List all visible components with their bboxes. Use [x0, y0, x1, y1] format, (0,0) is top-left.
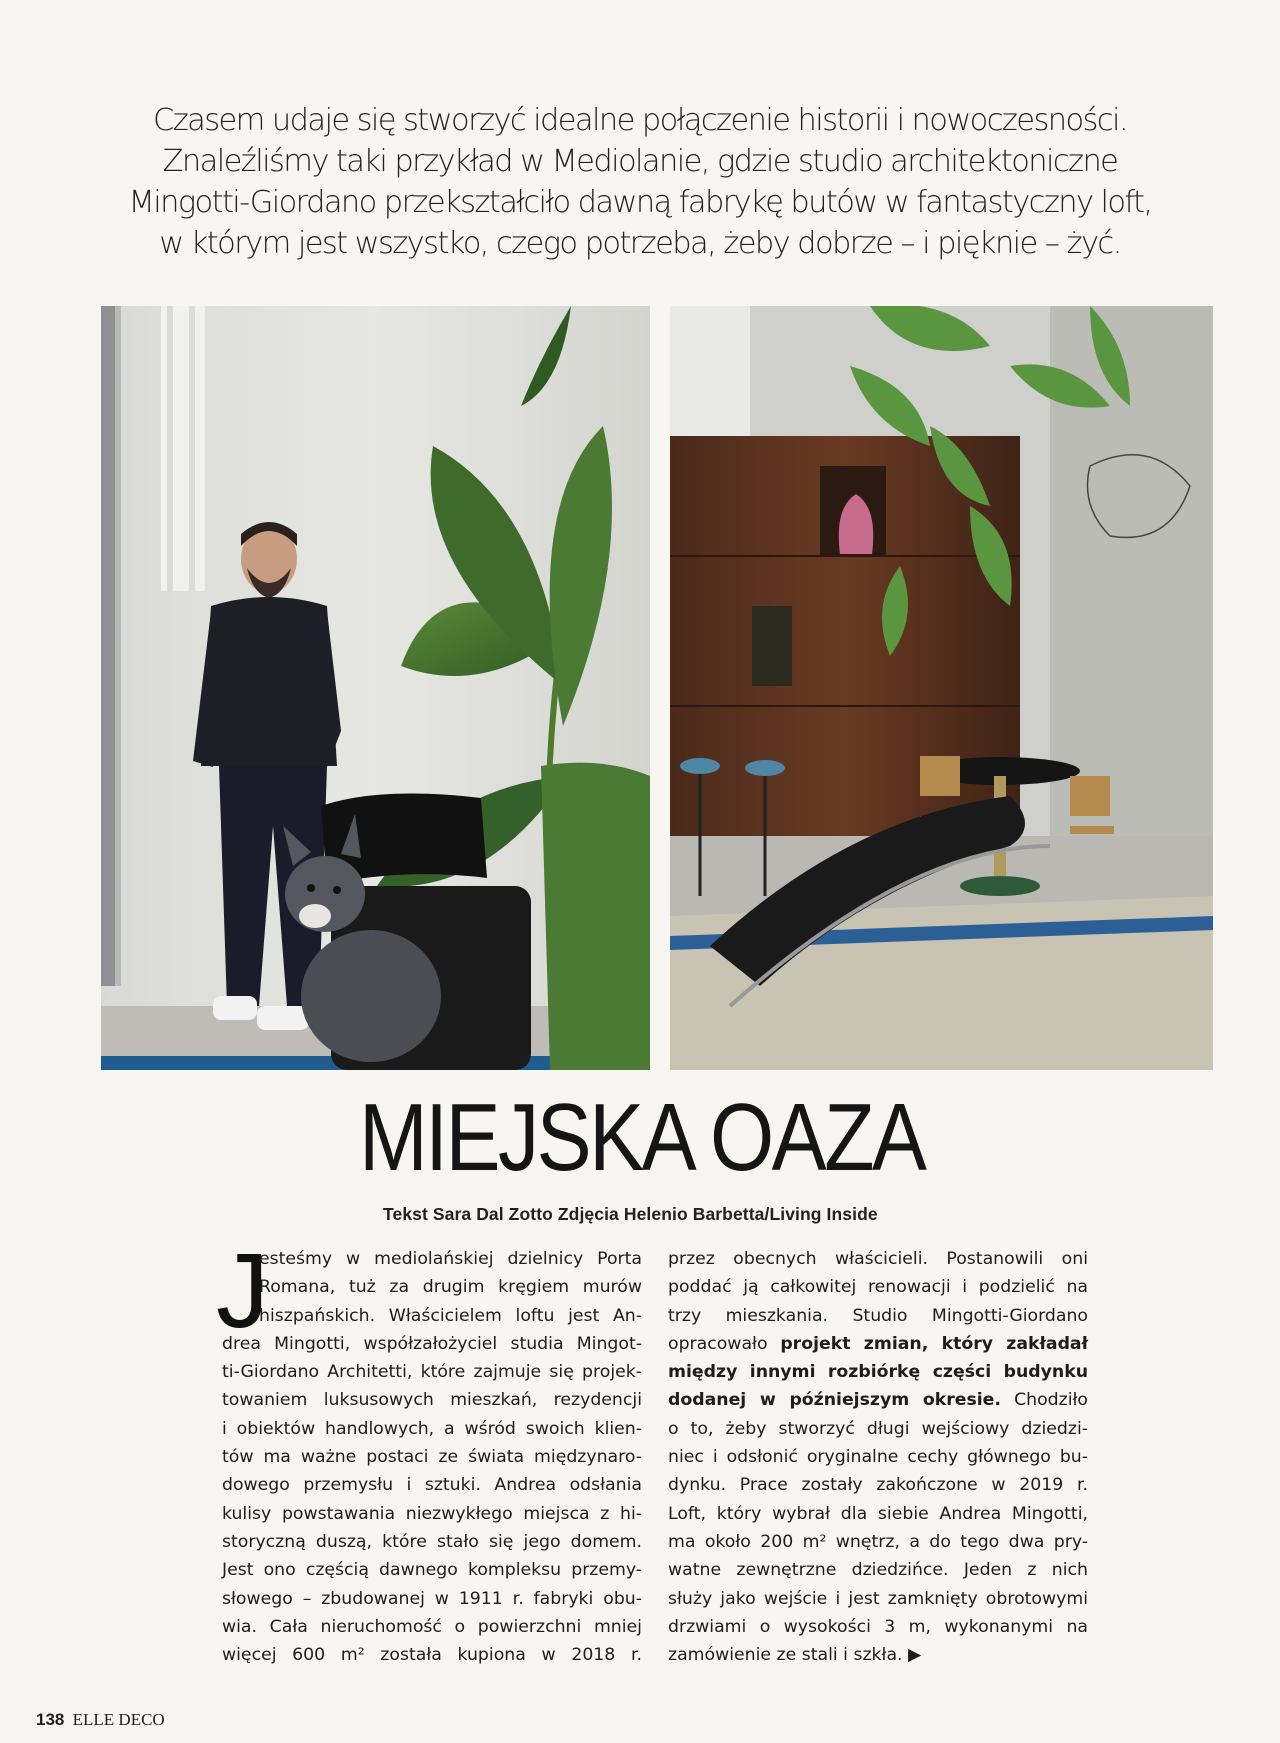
body-line: ti-Giordano Architetti, które zajmuje się projek- [222, 1362, 642, 1383]
body-line: Jest ono częścią dawnego kompleksu przemy- [222, 1560, 642, 1581]
body-line: dowego przemysłu i sztuki. Andrea odsłania [222, 1475, 642, 1496]
body-line: towaniem luksusowych mieszkań, rezydencji [222, 1390, 642, 1411]
body-line: esteśmy w mediolańskiej dzielnicy Porta [259, 1249, 642, 1269]
body-line: Loft, który wybrał dla siebie Andrea Mingotti, [668, 1503, 1088, 1524]
lede-paragraph [120, 100, 1160, 264]
body-line: wia. Cała nieruchomość o powierzchni mniej [222, 1616, 642, 1637]
body-bold-text: między innymi rozbiórkę części budynku [668, 1362, 1088, 1383]
body-text: opracowało [668, 1333, 768, 1354]
body-line: ma około 200 m² wnętrz, a do tego dwa pry- [668, 1531, 1088, 1552]
body-line-mixed [668, 1386, 1088, 1414]
body-line: przez obecnych właścicieli. Postanowili oni [668, 1249, 1088, 1269]
drop-cap: J [216, 1232, 269, 1350]
magazine-name: ELLE DECO [72, 1710, 165, 1729]
photo-loft-interior-image [670, 306, 1213, 1070]
body-line: więcej 600 m² została kupiona w 2018 r. [222, 1645, 642, 1666]
headline: MIEJSKA OAZA [358, 1084, 925, 1191]
body-line: drzwiami o wysokości 3 m, wykonanymi na [668, 1616, 1088, 1637]
photo-architect-portrait-image [101, 306, 650, 1070]
lede-line: Czasem udaje się stworzyć idealne połączenie historii i nowoczesności. [153, 103, 1127, 138]
body-line-mixed [668, 1330, 1088, 1358]
body-line-bold [668, 1358, 1088, 1386]
body-column-left [222, 1245, 642, 1669]
body-column-right [668, 1245, 1088, 1669]
lede-line: w którym jest wszystko, czego potrzeba, żeby dobrze – i pięknie – żyć. [159, 226, 1121, 261]
body-line: niec i odsłonić oryginalne cechy głównego bu- [668, 1447, 1088, 1468]
body-line: storyczną duszą, które stało się jego domem. [222, 1531, 642, 1552]
body-line: tów ma ważne postaci ze świata międzynaro- [222, 1447, 642, 1468]
page-folio [36, 1710, 165, 1730]
body-bold-text: projekt zmian, który zakładał [780, 1333, 1089, 1354]
body-line: drea Mingotti, współzałożyciel studia Mingot- [222, 1333, 642, 1354]
body-text: Chodziło [1014, 1390, 1088, 1411]
page-number: 138 [36, 1710, 65, 1729]
body-line: zamówienie ze stali i szkła. ▶ [668, 1645, 922, 1666]
body-line: służy jako wejście i jest zamknięty obrotowymi [668, 1588, 1088, 1609]
body-line: o to, żeby stworzyć długi wejściowy dziedzi- [668, 1418, 1088, 1439]
body-line: poddać ją całkowitej renowacji i podzielić na [668, 1277, 1088, 1298]
lede-line: Mingotti-Giordano przekształciło dawną fabrykę butów w fantastyczny loft, [128, 185, 1152, 220]
body-line: hiszpańskich. Właścicielem loftu jest An- [259, 1305, 642, 1326]
body-line: trzy mieszkania. Studio Mingotti-Giordano [668, 1305, 1088, 1326]
photo-loft-interior [670, 306, 1213, 1070]
body-line: i obiektów handlowych, a wśród swoich klien- [222, 1418, 642, 1439]
lede-line: Znaleźliśmy taki przykład w Mediolanie, gdzie studio architektoniczne [162, 144, 1118, 179]
body-bold-text: dodanej w późniejszym okresie. [668, 1390, 1001, 1411]
byline-credits: Tekst Sara Dal Zotto Zdjęcia Helenio Barbetta/Living Inside [383, 1204, 878, 1224]
photo-architect-portrait [101, 306, 650, 1070]
body-line: słowego – zbudowanej w 1911 r. fabryki obu- [222, 1588, 642, 1609]
body-line: kulisy powstawania niezwykłego miejsca z hi- [222, 1503, 642, 1524]
body-line: watne zewnętrzne dziedzińce. Jeden z nich [668, 1560, 1088, 1581]
body-line: Romana, tuż za drugim kręgiem murów [259, 1277, 642, 1298]
body-line: dynku. Prace zostały zakończone w 2019 r. [668, 1475, 1088, 1496]
